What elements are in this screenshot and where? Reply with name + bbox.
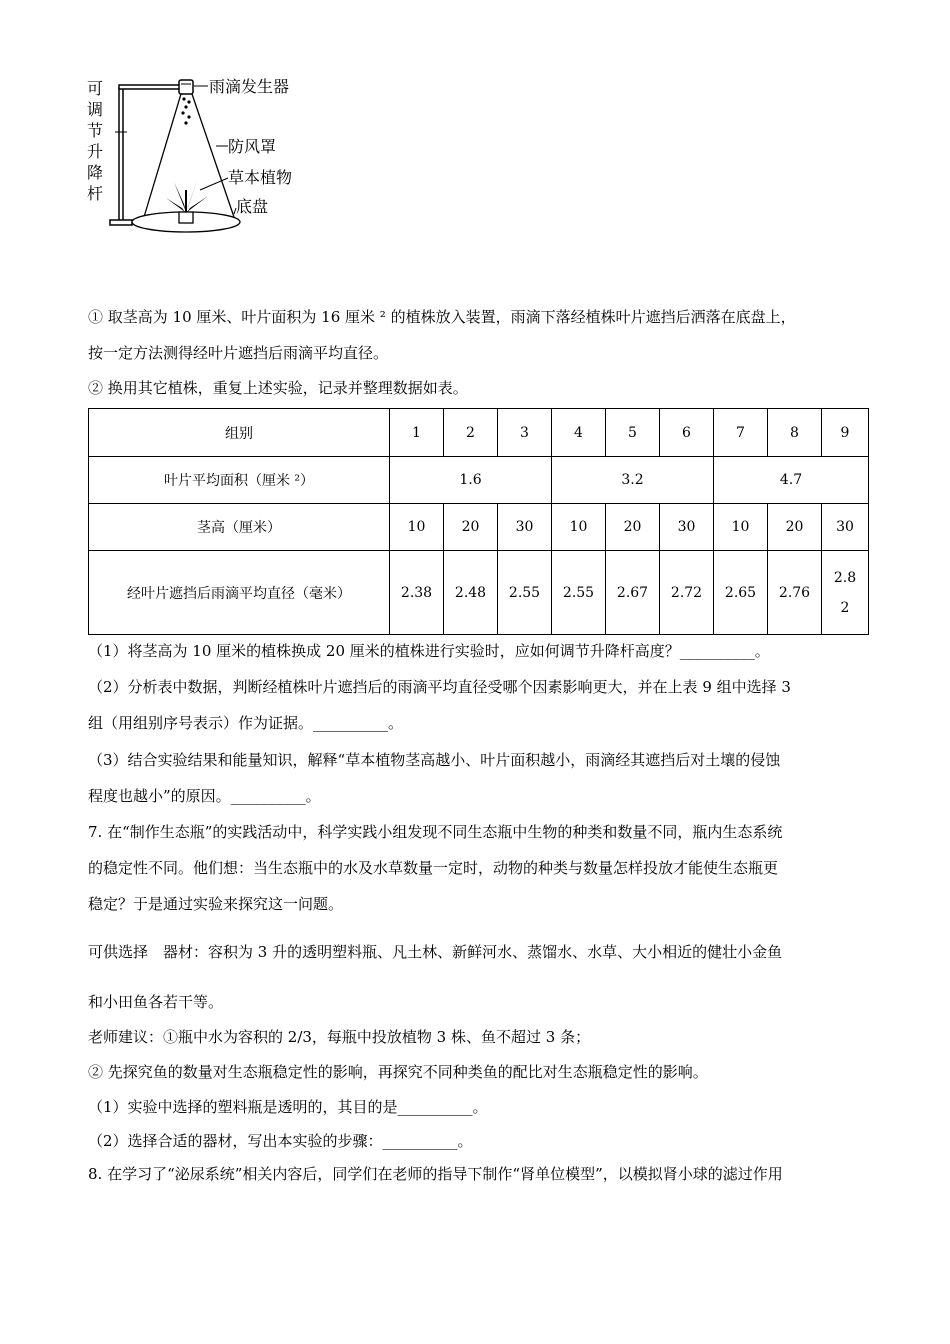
- data-table: [88, 408, 869, 635]
- tray-label: 底盘: [236, 197, 269, 216]
- q7-advice1: 老师建议：①瓶中水为容积的 2/3，每瓶中投放植物 3 株、鱼不超过 3 条；: [88, 1028, 591, 1046]
- rod-label-char: 杆: [86, 184, 103, 203]
- q8-line1: 8. 在学习了“泌尿系统”相关内容后，同学们在老师的指导下制作“肾单位模型”，以模拟肾小球的滤过作用: [88, 1165, 783, 1183]
- row-header: 茎高（厘米）: [89, 504, 390, 551]
- table-cell: 8: [768, 409, 822, 457]
- cell-part: 2: [840, 599, 850, 616]
- table-row: [89, 409, 869, 457]
- table-cell: 3.2: [552, 457, 714, 504]
- table-cell: 20: [606, 504, 660, 551]
- table-cell: 2: [444, 409, 498, 457]
- table-cell: 1: [390, 409, 444, 457]
- table-cell: [822, 551, 869, 635]
- horizontal-arm: [119, 85, 181, 89]
- table-cell: 4: [552, 409, 606, 457]
- cell-part: 2.8: [833, 569, 857, 586]
- rain-generator-label: 雨滴发生器: [209, 77, 290, 96]
- table-row: [89, 551, 869, 635]
- q7-line2: 的稳定性不同。他们想：当生态瓶中的水及水草数量一定时，动物的种类与数量怎样投放才能使生态瓶更: [88, 859, 779, 877]
- table-cell: 2.76: [768, 551, 822, 635]
- table-cell: 2.67: [606, 551, 660, 635]
- table-cell: 2.65: [714, 551, 768, 635]
- table-row: [89, 504, 869, 551]
- q7-line1: 7. 在“制作生态瓶”的实践活动中，科学实践小组发现不同生态瓶中生物的种类和数量不同，瓶内生态系统: [88, 823, 783, 841]
- table-row: [89, 457, 869, 504]
- row-header: 叶片平均面积（厘米 ²）: [89, 457, 390, 504]
- q6-part2-line2: 组（用组别序号表示）作为证据。__________。: [88, 714, 404, 732]
- q7-line3: 稳定？于是通过实验来探究这一问题。: [88, 895, 344, 913]
- step2: ② 换用其它植株，重复上述实验，记录并整理数据如表。: [88, 379, 468, 397]
- rod-label-char: 调: [86, 100, 103, 119]
- rod-base: [110, 220, 132, 225]
- q6-part3-line2: 程度也越小”的原因。__________。: [88, 787, 321, 805]
- table-cell: 3: [498, 409, 552, 457]
- q7-advice2: ② 先探究鱼的数量对生态瓶稳定性的影响，再探究不同种类鱼的配比对生态瓶稳定性的影响。: [88, 1063, 708, 1081]
- rod-label-char: 降: [86, 163, 103, 182]
- table-cell: 2.38: [390, 551, 444, 635]
- table-cell: 10: [552, 504, 606, 551]
- table-cell: 1.6: [390, 457, 552, 504]
- table-cell: 2.48: [444, 551, 498, 635]
- q7-materials-line1: 可供选择 器材：容积为 3 升的透明塑料瓶、凡土林、新鲜河水、蒸馏水、水草、大小相近的健壮小金鱼: [88, 943, 783, 961]
- table-cell: 2.55: [498, 551, 552, 635]
- wind-shield-label: 防风罩: [228, 137, 277, 156]
- table-cell: 20: [444, 504, 498, 551]
- lift-rod: [119, 88, 123, 222]
- q7-part1: （1）实验中选择的塑料瓶是透明的，其目的是__________。: [88, 1098, 488, 1116]
- rain-generator: [179, 80, 193, 94]
- row-header: 组别: [89, 409, 390, 457]
- apparatus-diagram: [86, 72, 326, 242]
- q6-part2-line1: （2）分析表中数据，判断经植株叶片遮挡后的雨滴平均直径受哪个因素影响更大，并在上表 9 组中选择 3: [88, 678, 791, 696]
- table-cell: 30: [660, 504, 714, 551]
- table-cell: 2.55: [552, 551, 606, 635]
- table-cell: 30: [498, 504, 552, 551]
- table-cell: 20: [768, 504, 822, 551]
- rod-label-char: 节: [86, 121, 103, 140]
- table-cell: 9: [822, 409, 869, 457]
- q7-part2: （2）选择合适的器材，写出本实验的步骤：__________。: [88, 1132, 473, 1150]
- row-header: 经叶片遮挡后雨滴平均直径（毫米）: [89, 551, 390, 635]
- step1-line1: ① 取茎高为 10 厘米、叶片面积为 16 厘米 ² 的植株放入装置，雨滴下落经植株叶片遮挡后洒落在底盘上，: [88, 308, 796, 326]
- table-cell: 5: [606, 409, 660, 457]
- table-cell: 7: [714, 409, 768, 457]
- rod-label-char: 升: [86, 142, 103, 161]
- step1-line2: 按一定方法测得经叶片遮挡后雨滴平均直径。: [88, 344, 389, 362]
- table-cell: 10: [714, 504, 768, 551]
- q6-part3-line1: （3）结合实验结果和能量知识，解释“草本植物茎高越小、叶片面积越小，雨滴经其遮挡后对土壤的侵蚀: [88, 751, 781, 769]
- q6-part1: （1）将茎高为 10 厘米的植株换成 20 厘米的植株进行实验时，应如何调节升降杆高度？__________。: [88, 642, 770, 660]
- rod-label-char: 可: [86, 79, 103, 98]
- table-cell: 2.72: [660, 551, 714, 635]
- plant-label: 草本植物: [228, 168, 293, 187]
- shield-left: [144, 94, 181, 217]
- q7-materials-line2: 和小田鱼各若干等。: [88, 993, 224, 1011]
- plant-pot: [179, 212, 193, 223]
- table-cell: 10: [390, 504, 444, 551]
- apparatus-drawing: [86, 72, 326, 242]
- table-cell: 30: [822, 504, 869, 551]
- table-cell: 6: [660, 409, 714, 457]
- table-cell: 4.7: [714, 457, 869, 504]
